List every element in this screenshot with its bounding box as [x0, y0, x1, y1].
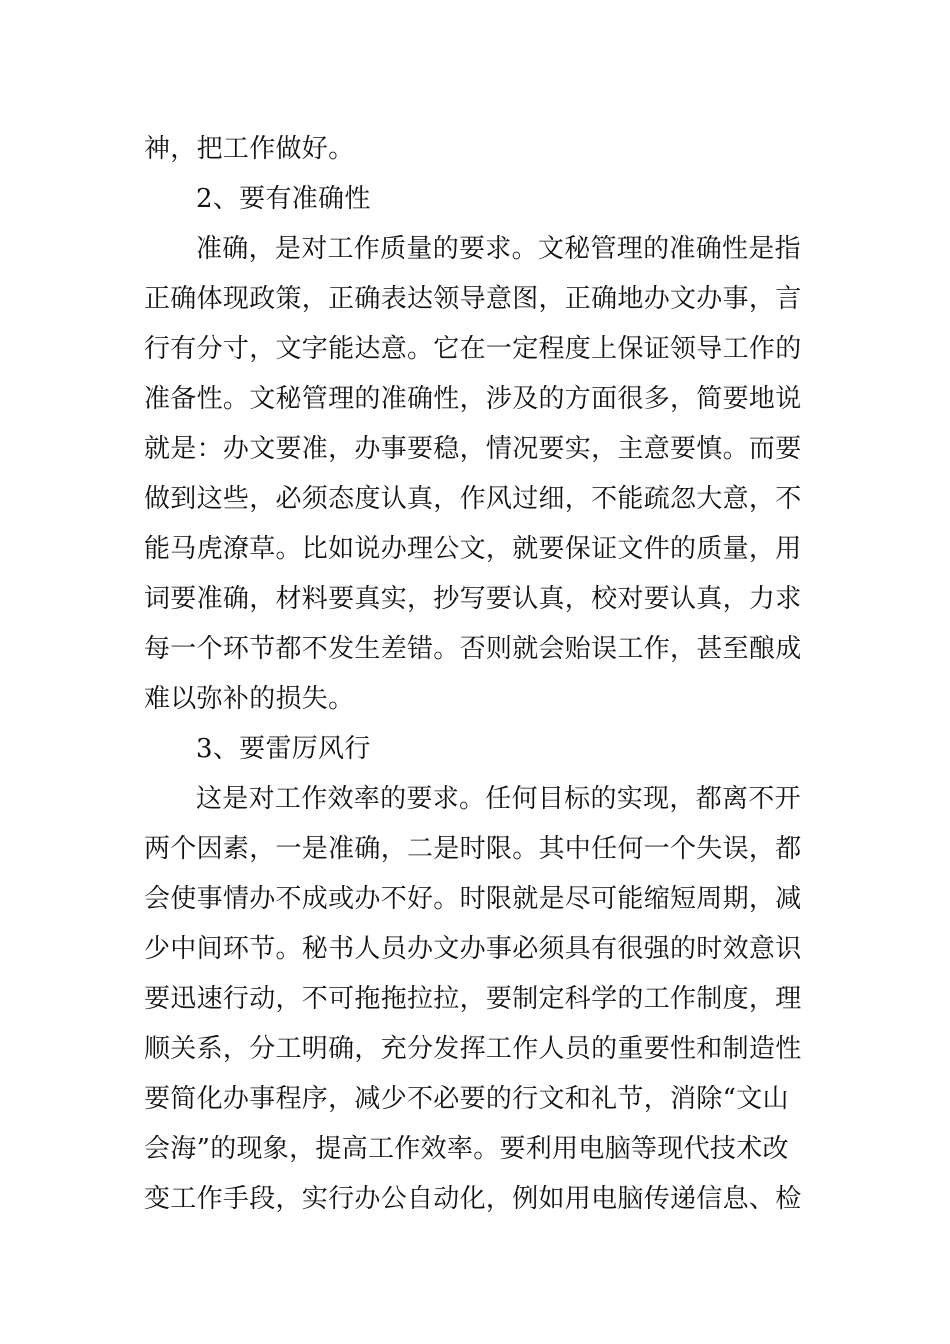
section-heading: 2、要有准确性 — [196, 184, 371, 214]
paragraph-line: 难以弥补的损失。 — [144, 684, 355, 714]
paragraph-line: 神，把工作做好。 — [144, 134, 355, 164]
paragraph-line: 少中间环节。秘书人员办文办事必须具有很强的时效意识 — [144, 934, 802, 964]
paragraph-line: 词要准确，材料要真实，抄写要认真，校对要认真，力求 — [144, 584, 802, 614]
paragraph-line: 准确，是对工作质量的要求。文秘管理的准确性是指 — [196, 234, 801, 264]
paragraph-line: 准备性。文秘管理的准确性，涉及的方面很多，简要地说 — [144, 384, 802, 414]
paragraph-line: 顺关系，分工明确，充分发挥工作人员的重要性和制造性 — [144, 1034, 802, 1064]
section-heading: 3、要雷厉风行 — [196, 734, 371, 764]
paragraph-line: 做到这些，必须态度认真，作风过细，不能疏忽大意，不 — [144, 484, 802, 514]
paragraph-line: 两个因素，一是准确，二是时限。其中任何一个失误，都 — [144, 834, 802, 864]
paragraph-line: 行有分寸，文字能达意。它在一定程度上保证领导工作的 — [144, 334, 802, 364]
paragraph-line: 要简化办事程序，减少不必要的行文和礼节，消除“文山 — [144, 1084, 789, 1114]
paragraph-line: 会海”的现象，提高工作效率。要利用电脑等现代技术改 — [144, 1134, 789, 1164]
paragraph-line: 每一个环节都不发生差错。否则就会贻误工作，甚至酿成 — [144, 634, 802, 664]
paragraph-line: 正确体现政策，正确表达领导意图，正确地办文办事，言 — [144, 284, 802, 314]
paragraph-line: 会使事情办不成或办不好。时限就是尽可能缩短周期，减 — [144, 884, 802, 914]
paragraph-line: 变工作手段，实行办公自动化，例如用电脑传递信息、检 — [144, 1184, 802, 1214]
paragraph-line: 就是：办文要准，办事要稳，情况要实，主意要慎。而要 — [144, 434, 802, 464]
paragraph-line: 要迅速行动，不可拖拖拉拉，要制定科学的工作制度，理 — [144, 984, 802, 1014]
paragraph-line: 这是对工作效率的要求。任何目标的实现，都离不开 — [196, 784, 801, 814]
paragraph-line: 能马虎潦草。比如说办理公文，就要保证文件的质量，用 — [144, 534, 802, 564]
